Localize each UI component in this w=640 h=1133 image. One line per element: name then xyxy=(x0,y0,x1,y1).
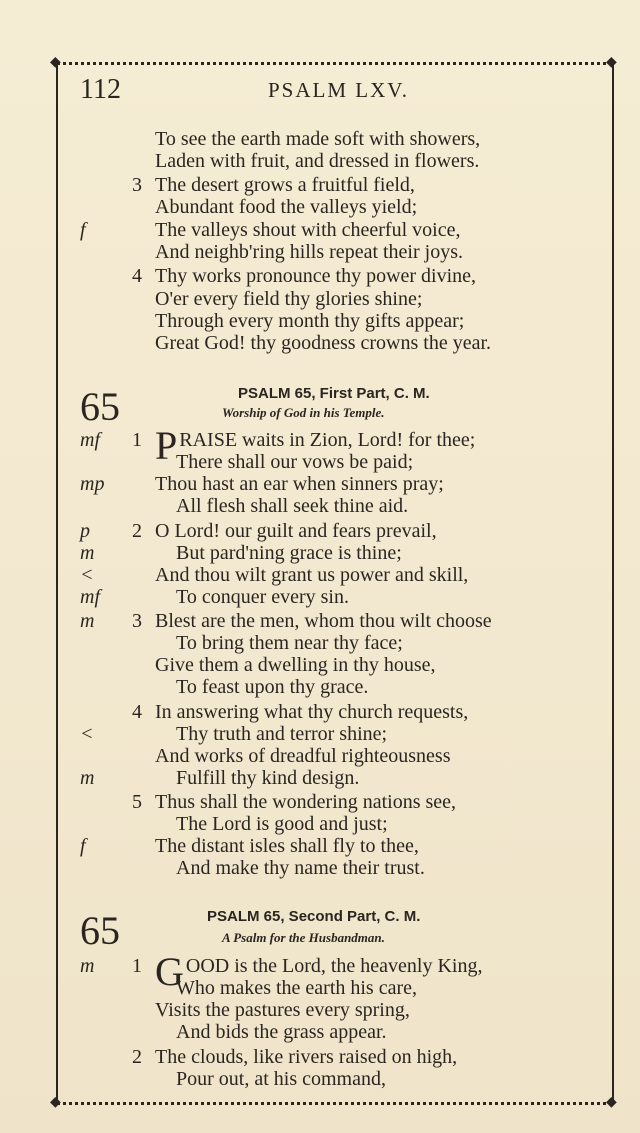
hymn-title: PSALM 65, First Part, C. M. xyxy=(238,385,430,402)
page-border-bottom xyxy=(56,1102,614,1105)
hymn-title: PSALM 65, Second Part, C. M. xyxy=(207,908,421,925)
verse-line: And works of dreadful righteousness xyxy=(155,745,451,767)
corner-ornament-icon: ◆ xyxy=(50,54,61,70)
verse-line: Great God! thy goodness crowns the year. xyxy=(155,332,492,354)
page-border-top xyxy=(56,62,614,65)
verse-line: Thou hast an ear when sinners pray; xyxy=(155,473,444,495)
verse-line: O Lord! our guilt and fears prevail, xyxy=(155,520,437,542)
verse-line: There shall our vows be paid; xyxy=(176,451,414,473)
verse-number: 5 xyxy=(132,791,142,813)
verse-number: 2 xyxy=(132,520,142,542)
verse-line: Thus shall the wondering nations see, xyxy=(155,791,457,813)
verse-line: Who makes the earth his care, xyxy=(176,977,418,999)
verse-number: 1 xyxy=(132,429,142,451)
verse-line: Through every month thy gifts appear; xyxy=(155,310,465,332)
corner-ornament-icon: ◆ xyxy=(606,54,617,70)
hymn-number: 65 xyxy=(80,384,120,429)
verse-line: Thy truth and terror shine; xyxy=(176,723,388,745)
verse-line: Blest are the men, whom thou wilt choose xyxy=(155,610,492,632)
verse-line: To see the earth made soft with showers, xyxy=(155,128,481,150)
verse-number: 1 xyxy=(132,955,142,977)
verse-line: Visits the pastures every spring, xyxy=(155,999,410,1021)
hymn-subtitle: Worship of God in his Temple. xyxy=(222,405,385,420)
verse-line: Abundant food the valleys yield; xyxy=(155,196,418,218)
drop-cap: P xyxy=(155,423,178,468)
hymn-number: 65 xyxy=(80,908,120,953)
dynamic-marking: p xyxy=(80,520,90,542)
verse-line: The distant isles shall fly to thee, xyxy=(155,835,419,857)
dynamic-marking: mp xyxy=(80,473,105,495)
verse-number: 4 xyxy=(132,701,142,723)
page-border-right xyxy=(612,62,614,1102)
verse-line: Give them a dwelling in thy house, xyxy=(155,654,436,676)
dynamic-marking: f xyxy=(80,219,86,241)
corner-ornament-icon: ◆ xyxy=(50,1094,61,1110)
drop-cap: G xyxy=(155,949,184,994)
verse-line: And bids the grass appear. xyxy=(176,1021,387,1043)
dynamic-marking: f xyxy=(80,835,86,857)
verse-line: In answering what thy church requests, xyxy=(155,701,469,723)
verse-number: 3 xyxy=(132,610,142,632)
dynamic-marking: m xyxy=(80,767,95,789)
page-border-left xyxy=(56,62,58,1102)
verse-line: Laden with fruit, and dressed in flowers. xyxy=(155,150,480,172)
verse-line: The desert grows a fruitful field, xyxy=(155,174,415,196)
verse-line-text: OOD is the Lord, the heavenly King, xyxy=(185,955,483,977)
verse-number: 2 xyxy=(132,1046,142,1068)
verse-number: 4 xyxy=(132,265,142,287)
verse-number: 3 xyxy=(132,174,142,196)
hymn-subtitle: A Psalm for the Husbandman. xyxy=(222,930,385,945)
dynamic-marking: < xyxy=(80,564,94,586)
dynamic-marking: m xyxy=(80,542,95,564)
verse-line: The clouds, like rivers raised on high, xyxy=(155,1046,458,1068)
verse-line: Fulfill thy kind design. xyxy=(176,767,360,789)
dynamic-marking: mf xyxy=(80,429,100,451)
verse-line: And make thy name their trust. xyxy=(176,857,425,879)
verse-line: To conquer every sin. xyxy=(176,586,349,608)
page-number: 112 xyxy=(80,74,121,105)
dynamic-marking: < xyxy=(80,723,94,745)
verse-line: To bring them near thy face; xyxy=(176,632,403,654)
verse-line: To feast upon thy grace. xyxy=(176,676,369,698)
verse-line: The valleys shout with cheerful voice, xyxy=(155,219,461,241)
verse-line: And thou wilt grant us power and skill, xyxy=(155,564,469,586)
running-title: PSALM LXV. xyxy=(268,78,409,102)
verse-line: O'er every field thy glories shine; xyxy=(155,288,423,310)
dynamic-marking: mf xyxy=(80,586,100,608)
verse-line-text: RAISE waits in Zion, Lord! for thee; xyxy=(179,429,476,451)
verse-line: Pour out, at his command, xyxy=(176,1068,386,1090)
verse-line: The Lord is good and just; xyxy=(176,813,388,835)
dynamic-marking: m xyxy=(80,955,95,977)
verse-line: All flesh shall seek thine aid. xyxy=(176,495,409,517)
dynamic-marking: m xyxy=(80,610,95,632)
corner-ornament-icon: ◆ xyxy=(606,1094,617,1110)
verse-line: And neighb'ring hills repeat their joys. xyxy=(155,241,463,263)
verse-line: Thy works pronounce thy power divine, xyxy=(155,265,477,287)
verse-line: But pard'ning grace is thine; xyxy=(176,542,402,564)
